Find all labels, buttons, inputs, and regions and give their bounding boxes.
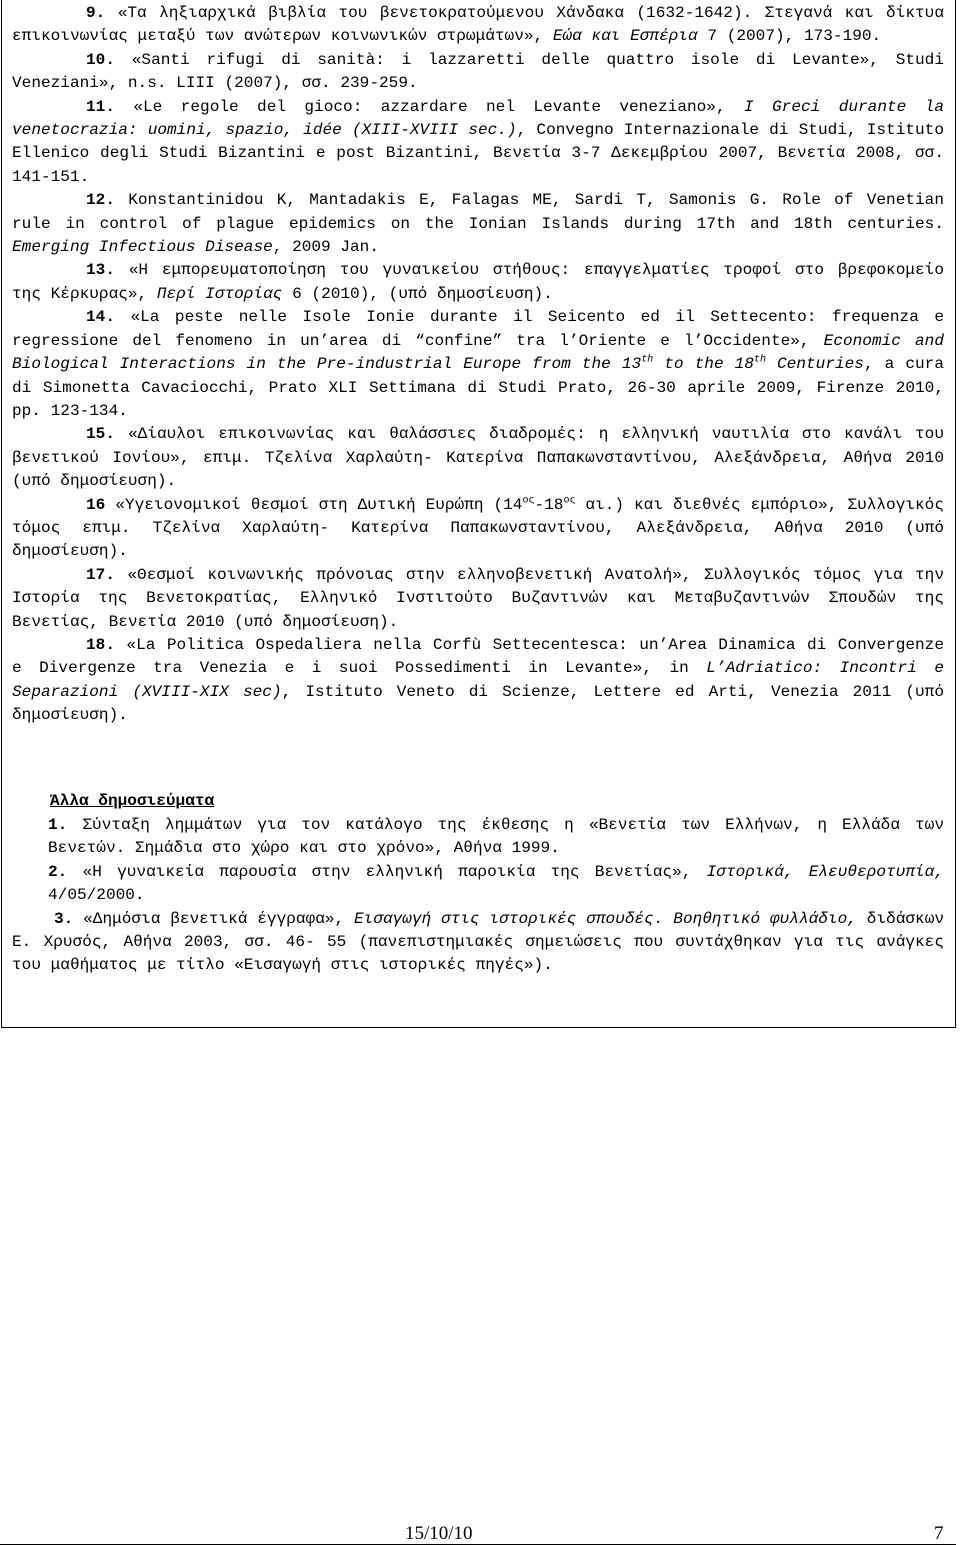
- entry-text: «Santi rifugi di sanità: i lazzaretti delle quattro isole di Levante», Studi Veneziani», n.s. LIII (2007), σσ. 239-259.: [12, 50, 944, 93]
- publication-entry: [12, 189, 944, 259]
- publication-entry: [12, 2, 944, 49]
- entry-text: I Greci durante la venetocrazia: uomini, spazio, idée (XIII-XVIII sec.): [12, 97, 944, 140]
- publication-entry: [12, 49, 944, 96]
- entry-text: , Convegno Internazionale di Studi, Istituto Ellenico degli Studi Bizantini e post Bizantini, Βενετία 3-7 Δεκεμβρίου 2007, Βενετία 2008, σσ. 141-151.: [12, 121, 944, 186]
- publication-entry: [12, 259, 944, 306]
- entry-number: 14.: [86, 308, 115, 327]
- entry-text: 6 (2010), (υπό δημοσίευση).: [282, 284, 553, 303]
- entry-text: to the 18: [653, 355, 754, 374]
- entry-text: Economic and Biological Interactions in the Pre-industrial Europe from the 13: [12, 331, 944, 374]
- entry-number: 2.: [48, 862, 68, 881]
- publication-entry: [12, 634, 944, 728]
- entry-text: Konstantinidou K, Mantadakis E, Falagas ME, Sardi T, Samonis G. Role of Venetian rule in control of plague epidemics on the Ionian Islands during 17th and 18th centuries.: [12, 191, 944, 233]
- entry-text: «La Politica Ospedaliera nella Corfù Settecentesca: un’Area Dinamica di Convergenze e Divergenze tra Venezia e i suoi Possedimenti in Levante», in: [12, 635, 944, 678]
- entry-text: «La peste nelle Isole Ionie durante il Seicento ed il Settecento: frequenza e regressione del fenomeno in un’area di “confine” tra l’Oriente e l’Occidente»,: [12, 308, 944, 350]
- entry-number: 13.: [86, 261, 115, 280]
- entry-text: th: [641, 354, 654, 366]
- entry-text: «Δημόσια βενετικά έγγραφα»,: [73, 909, 354, 928]
- entry-text: L’Adriatico: Incontri e Separazioni (XVIII-XIX sec): [12, 659, 944, 701]
- entry-text: αι.) και διεθνές εμπόριο», Συλλογικός τόμος επιμ. Τζελίνα Χαρλαύτη- Κατερίνα Παπακωνσταντίνου, Αλεξάνδρεια, Αθήνα 2010 (υπό δημοσίευση).: [12, 495, 944, 561]
- publication-entry: [12, 423, 944, 493]
- page-number: 7: [934, 1523, 944, 1544]
- publication-list: [12, 2, 944, 728]
- entry-number: 11.: [86, 97, 115, 116]
- entry-number: 18.: [86, 635, 115, 654]
- entry-number: 9.: [86, 4, 106, 22]
- entry-number: 16: [86, 495, 106, 514]
- entry-number: 15.: [86, 425, 115, 444]
- entry-text: th: [753, 354, 766, 366]
- entry-text: Εισαγωγή στις ιστορικές σπουδές. Βοηθητικό φυλλάδιο,: [354, 909, 857, 928]
- other-publication-entry: [12, 814, 944, 861]
- entry-text: Περί Ιστορίας: [156, 284, 283, 303]
- entry-text: «Υγειονομικοί θεσμοί στη Δυτική Ευρώπη (14: [105, 495, 523, 514]
- entry-text: ος: [522, 495, 535, 507]
- entry-number: 1.: [48, 816, 68, 834]
- entry-number: 10.: [86, 50, 115, 69]
- entry-text: Εώα και Εσπέρια: [552, 27, 698, 46]
- publication-entry: [12, 96, 944, 190]
- publication-entry: [12, 564, 944, 634]
- entry-number: 3.: [54, 909, 74, 928]
- footer-date: 15/10/10: [405, 1523, 473, 1544]
- entry-text: ος: [563, 495, 576, 507]
- other-publication-entry: [12, 861, 944, 908]
- entry-text: Centuries: [765, 355, 864, 374]
- entry-text: Ιστορικά, Ελευθεροτυπία,: [706, 862, 944, 881]
- publication-entry: [12, 306, 944, 423]
- other-publications-heading: Άλλα δημοσιεύματα: [50, 792, 215, 810]
- entry-text: διδάσκων Ε. Χρυσός, Αθήνα 2003, σσ. 46- 55 (πανεπιστημιακές σημειώσεις που συντάχθηκαν για τις ανάγκες του μαθήματος με τίτλο «Εισαγωγή στις ιστορικές πηγές»).: [12, 909, 945, 975]
- entry-text: Σύνταξη λημμάτων για τον κατάλογο της έκθεσης η «Βενετία των Ελλήνων, η Ελλάδα των Βενετών. Σημάδια στο χώρο και στο χρόνο», Αθήνα 1999.: [48, 816, 944, 858]
- other-publications-list: [12, 814, 944, 978]
- entry-text: , 2009 Jan.: [272, 238, 380, 257]
- entry-text: Emerging Infectious Disease: [12, 238, 273, 257]
- entry-text: «Τα ληξιαρχικά βιβλία του βενετοκρατούμενου Χάνδακα (1632-1642). Στεγανά και δίκτυα επικοινωνίας μεταξύ των ανώτερων κοινωνικών στρωμάτων»,: [12, 4, 944, 46]
- entry-text: 4/05/2000.: [48, 886, 145, 905]
- other-publication-entry: [12, 908, 944, 978]
- entry-number: 12.: [86, 191, 115, 210]
- entry-number: 17.: [86, 565, 115, 584]
- entry-text: -18: [534, 495, 564, 514]
- entry-text: , a cura di Simonetta Cavaciocchi, Prato XLI Settimana di Studi Prato, 26-30 aprile 2009, Firenze 2010, pp. 123-134.: [12, 355, 944, 420]
- publication-entry: [12, 494, 944, 564]
- entry-text: 7 (2007), 173-190.: [697, 27, 882, 46]
- entry-text: , Istituto Veneto di Scienze, Lettere ed Arti, Venezia 2011 (υπό δημοσίευση).: [12, 682, 944, 725]
- entry-text: «Le regole del gioco: azzardare nel Levante veneziano»,: [114, 97, 744, 116]
- entry-text: «Η εμπορευματοποίηση του γυναικείου στήθους: επαγγελματίες τροφοί στο βρεφοκομείο της Κέρκυρας»,: [12, 261, 944, 303]
- entry-text: «Θεσμοί κοινωνικής πρόνοιας στην ελληνοβενετική Ανατολή», Συλλογικός τόμος για την Ιστορία της Βενετοκρατίας, Ελληνικό Ινστιτούτο Βυζαντινών και Μεταβυζαντινών Σπουδών της Βενετίας, Βενετία 2010 (υπό δημοσίευση).: [12, 565, 944, 631]
- entry-text: «Δίαυλοι επικοινωνίας και θαλάσσιες διαδρομές: η ελληνική ναυτιλία στο κανάλι του βενετικού Ιονίου», επιμ. Τζελίνα Χαρλαύτη- Κατερίνα Παπακωνσταντίνου, Αλεξάνδρεια, Αθήνα 2010 (υπό δημοσίευση).: [12, 425, 944, 491]
- entry-text: «Η γυναικεία παρουσία στην ελληνική παροικία της Βενετίας»,: [67, 862, 707, 881]
